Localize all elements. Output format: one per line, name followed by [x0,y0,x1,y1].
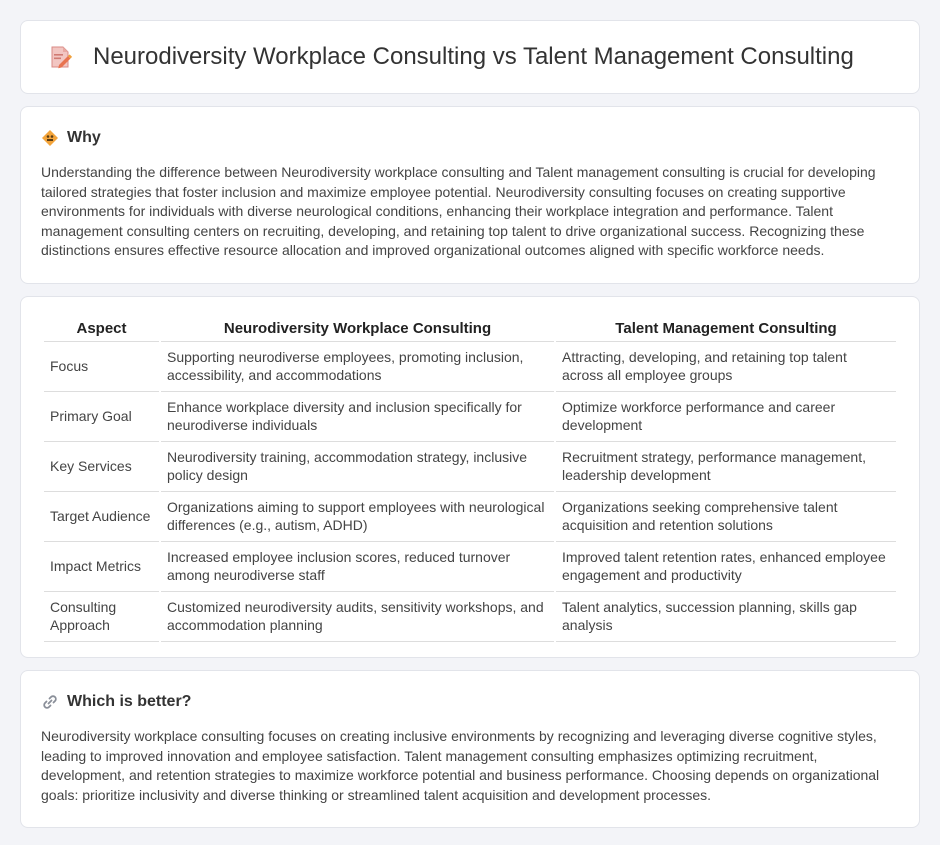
header-aspect: Aspect [44,317,159,342]
row-aspect: Target Audience [44,492,159,542]
row-aspect: Primary Goal [44,392,159,442]
row-aspect: Impact Metrics [44,542,159,592]
row-neurodiversity: Organizations aiming to support employees with neurological differences (e.g., autism, ADHD) [161,492,554,542]
comparison-table [42,317,898,642]
row-neurodiversity: Neurodiversity training, accommodation strategy, inclusive policy design [161,442,554,492]
why-section [20,106,920,284]
header-neurodiversity: Neurodiversity Workplace Consulting [161,317,554,342]
table-row [44,592,896,642]
row-talent: Improved talent retention rates, enhanced employee engagement and productivity [556,542,896,592]
header-talent: Talent Management Consulting [556,317,896,342]
row-neurodiversity: Increased employee inclusion scores, reduced turnover among neurodiverse staff [161,542,554,592]
row-aspect: Key Services [44,442,159,492]
row-neurodiversity: Customized neurodiversity audits, sensitivity workshops, and accommodation planning [161,592,554,642]
row-talent: Attracting, developing, and retaining top talent across all employee groups [556,342,896,392]
row-neurodiversity: Enhance workplace diversity and inclusion specifically for neurodiverse individuals [161,392,554,442]
header-card [20,20,920,94]
document-pencil-icon [47,44,73,70]
table-row [44,342,896,392]
row-aspect: Focus [44,342,159,392]
row-talent: Optimize workforce performance and career development [556,392,896,442]
table-row [44,442,896,492]
link-icon [41,693,59,711]
row-neurodiversity: Supporting neurodiverse employees, promoting inclusion, accessibility, and accommodations [161,342,554,392]
which-better-section [20,670,920,828]
better-paragraph: Neurodiversity workplace consulting focuses on creating inclusive environments by recognizing and leveraging diverse cognitive styles, leading to improved innovation and employee satisfaction. Talent management consulting emphasizes optimizing recruitment, development, and retention strategies to maximize workforce potential and business performance. Choosing depends on organizational goals: prioritize inclusivity and diverse thinking or streamlined talent acquisition and development processes. [41,728,880,803]
why-title: Why [67,129,101,146]
row-aspect: Consulting Approach [44,592,159,642]
why-heading [41,129,899,147]
table-row [44,542,896,592]
row-talent: Talent analytics, succession planning, skills gap analysis [556,592,896,642]
comparison-section [20,296,920,658]
why-paragraph: Understanding the difference between Neurodiversity workplace consulting and Talent management consulting is crucial for developing tailored strategies that foster inclusion and maximize employee potential. Neurodiversity consulting focuses on creating supportive environments for individuals with diverse neurological conditions, enhancing their workplace integration and performance. Talent management consulting centers on recruiting, developing, and retaining top talent to drive organizational success. Recognizing these distinctions ensures effective resource allocation and improved organizational outcomes aligned with specific workforce needs. [41,164,876,258]
page-title: Neurodiversity Workplace Consulting vs Talent Management Consulting [93,43,854,70]
row-talent: Organizations seeking comprehensive talent acquisition and retention solutions [556,492,896,542]
better-title: Which is better? [67,693,192,710]
diamond-sign-icon [41,129,59,147]
table-header-row [44,317,896,342]
table-row [44,492,896,542]
row-talent: Recruitment strategy, performance management, leadership development [556,442,896,492]
better-heading [41,693,899,711]
table-row [44,392,896,442]
